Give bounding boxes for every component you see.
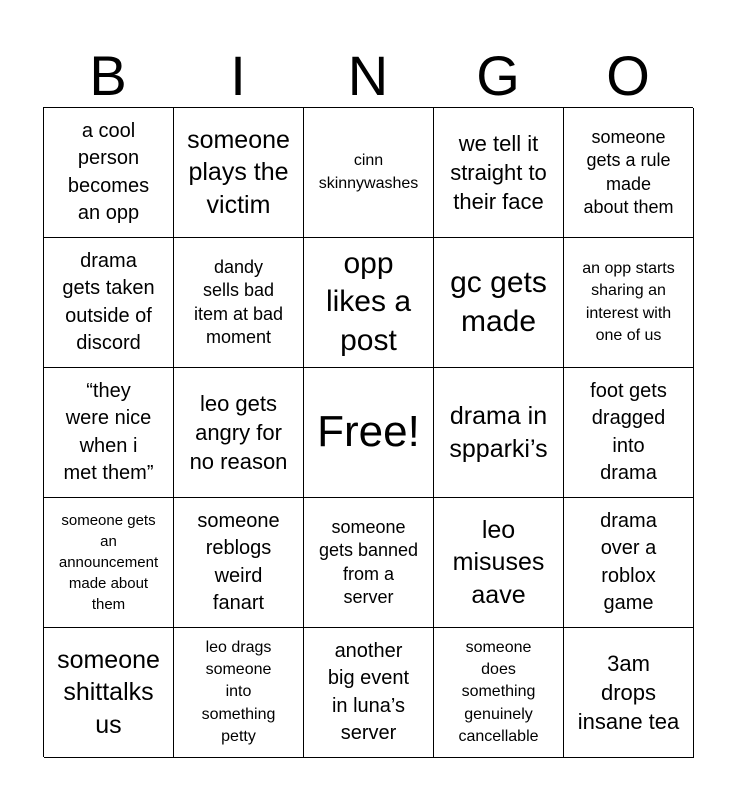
bingo-cell[interactable]: someone gets an announcement made about them bbox=[44, 498, 174, 628]
bingo-cell[interactable]: we tell it straight to their face bbox=[434, 108, 564, 238]
header-letter-i: I bbox=[230, 44, 246, 107]
header-letter-b: B bbox=[89, 44, 127, 107]
header-letter-g: G bbox=[476, 44, 520, 107]
bingo-cell[interactable]: “they were nice when i met them” bbox=[44, 368, 174, 498]
bingo-cell[interactable]: someone gets a rule made about them bbox=[564, 108, 694, 238]
bingo-cell[interactable]: drama in spparki’s bbox=[434, 368, 564, 498]
bingo-cell[interactable]: someone does something genuinely cancellable bbox=[434, 628, 564, 758]
bingo-cell[interactable]: foot gets dragged into drama bbox=[564, 368, 694, 498]
bingo-grid bbox=[43, 107, 693, 757]
bingo-cell[interactable]: leo gets angry for no reason bbox=[174, 368, 304, 498]
bingo-cell[interactable]: an opp starts sharing an interest with one of us bbox=[564, 238, 694, 368]
bingo-cell[interactable]: cinn skinnywashes bbox=[304, 108, 434, 238]
bingo-cell[interactable]: leo drags someone into something petty bbox=[174, 628, 304, 758]
bingo-cell[interactable]: a cool person becomes an opp bbox=[44, 108, 174, 238]
header-letter-n: N bbox=[347, 44, 389, 107]
bingo-cell[interactable]: someone reblogs weird fanart bbox=[174, 498, 304, 628]
bingo-cell[interactable]: another big event in luna’s server bbox=[304, 628, 434, 758]
header-letter-o: O bbox=[606, 44, 650, 107]
bingo-cell[interactable]: someone shittalks us bbox=[44, 628, 174, 758]
free-space-cell[interactable]: Free! bbox=[304, 368, 434, 498]
bingo-cell[interactable]: someone gets banned from a server bbox=[304, 498, 434, 628]
bingo-cell[interactable]: drama over a roblox game bbox=[564, 498, 694, 628]
bingo-cell[interactable]: 3am drops insane tea bbox=[564, 628, 694, 758]
bingo-cell[interactable]: opp likes a post bbox=[304, 238, 434, 368]
bingo-cell[interactable]: dandy sells bad item at bad moment bbox=[174, 238, 304, 368]
bingo-cell[interactable]: drama gets taken outside of discord bbox=[44, 238, 174, 368]
bingo-cell[interactable]: leo misuses aave bbox=[434, 498, 564, 628]
bingo-header bbox=[43, 44, 693, 108]
bingo-cell[interactable]: someone plays the victim bbox=[174, 108, 304, 238]
bingo-cell[interactable]: gc gets made bbox=[434, 238, 564, 368]
